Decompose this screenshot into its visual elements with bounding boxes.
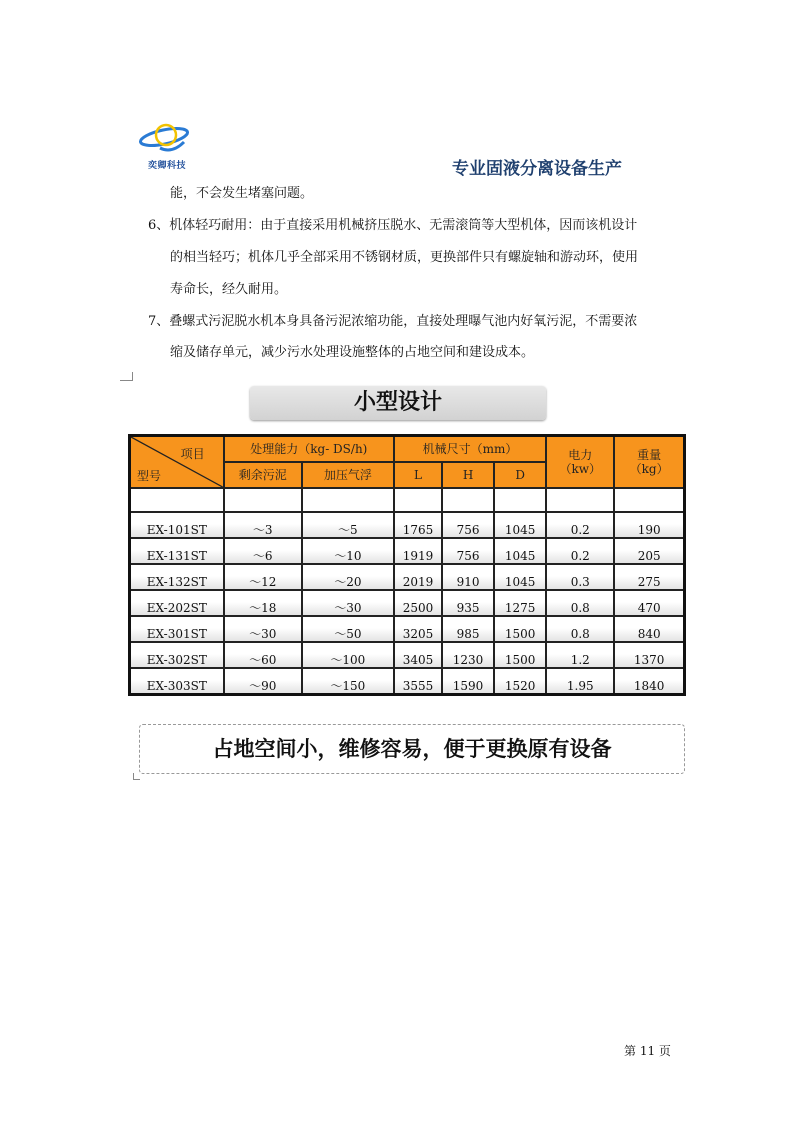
header-size: 机械尺寸（mm）: [394, 436, 546, 463]
table-cell: ～50: [302, 616, 394, 642]
table-cell: 1045: [494, 512, 546, 538]
table-cell: ～10: [302, 538, 394, 564]
table-cell: 910: [442, 564, 494, 590]
empty-cell: [442, 488, 494, 512]
table-cell: EX-303ST: [130, 668, 224, 695]
table-header-row: [130, 436, 685, 463]
paragraph-line: 的相当轻巧；机体几乎全部采用不锈钢材质，更换部件只有螺旋轴和游动环，使用: [170, 250, 639, 265]
table-cell: 1275: [494, 590, 546, 616]
table-cell: 3405: [394, 642, 442, 668]
table-cell: 0.2: [546, 538, 614, 564]
corner-top-label: 项目: [180, 447, 205, 461]
table-row: [130, 616, 685, 642]
subheader-cell: 剩余污泥: [224, 462, 302, 488]
table-cell: 1840: [614, 668, 684, 695]
table-cell: 3555: [394, 668, 442, 695]
empty-cell: [494, 488, 546, 512]
empty-cell: [224, 488, 302, 512]
table-cell: 275: [614, 564, 684, 590]
paragraph-line: 缩及储存单元，减少污水处理设施整体的占地空间和建设成本。: [170, 345, 535, 360]
margin-corner-mark: [120, 372, 133, 381]
table-row: [130, 564, 685, 590]
table-cell: 756: [442, 538, 494, 564]
table-cell: 0.2: [546, 512, 614, 538]
empty-cell: [546, 488, 614, 512]
table-cell: ～150: [302, 668, 394, 695]
table-cell: EX-302ST: [130, 642, 224, 668]
paragraph-line: 7、叠螺式污泥脱水机本身具备污泥浓缩功能，直接处理曝气池内好氧污泥，不需要浓: [148, 314, 638, 329]
logo-globe-icon: [138, 120, 194, 160]
corner-cell: [130, 436, 224, 489]
table-spacer-row: [130, 488, 685, 512]
table-cell: 1.95: [546, 668, 614, 695]
paragraph-line: 6、机体轻巧耐用：由于直接采用机械挤压脱水、无需滚筒等大型机体，因而该机设计: [148, 218, 638, 233]
table-cell: 935: [442, 590, 494, 616]
table-cell: ～3: [224, 512, 302, 538]
section-title: 小型设计: [250, 386, 546, 420]
header-tagline: 专业固液分离设备生产: [452, 159, 622, 179]
header-capacity: 处理能力（kg- DS/h): [224, 436, 394, 463]
table-cell: 1370: [614, 642, 684, 668]
table-cell: 1045: [494, 564, 546, 590]
table-row: [130, 642, 685, 668]
empty-cell: [614, 488, 684, 512]
paragraph-line: 寿命长，经久耐用。: [170, 282, 288, 297]
logo-text: 奕卿科技: [147, 161, 186, 171]
table-cell: 190: [614, 512, 684, 538]
table-cell: EX-202ST: [130, 590, 224, 616]
table-cell: 2500: [394, 590, 442, 616]
table-cell: 2019: [394, 564, 442, 590]
table-row: [130, 512, 685, 538]
table-cell: ～18: [224, 590, 302, 616]
table-cell: ～6: [224, 538, 302, 564]
table-cell: 756: [442, 512, 494, 538]
table-row: [130, 668, 685, 695]
table-cell: 0.8: [546, 590, 614, 616]
table-row: [130, 538, 685, 564]
margin-corner-mark: [133, 773, 140, 780]
table-cell: ～60: [224, 642, 302, 668]
table-cell: ～90: [224, 668, 302, 695]
table-cell: 1765: [394, 512, 442, 538]
table-cell: 0.3: [546, 564, 614, 590]
empty-cell: [302, 488, 394, 512]
table-cell: ～20: [302, 564, 394, 590]
table-cell: 470: [614, 590, 684, 616]
table-cell: 1500: [494, 642, 546, 668]
table-cell: EX-131ST: [130, 538, 224, 564]
table-cell: 0.8: [546, 616, 614, 642]
table-cell: 1230: [442, 642, 494, 668]
company-logo: [138, 120, 194, 172]
subheader-cell: L: [394, 462, 442, 488]
table-cell: ～30: [224, 616, 302, 642]
table-cell: EX-132ST: [130, 564, 224, 590]
table-cell: 1919: [394, 538, 442, 564]
table-cell: 1590: [442, 668, 494, 695]
empty-cell: [394, 488, 442, 512]
table-row: [130, 590, 685, 616]
table-cell: 985: [442, 616, 494, 642]
spec-table: [128, 434, 686, 696]
table-cell: ～100: [302, 642, 394, 668]
table-cell: 840: [614, 616, 684, 642]
corner-bottom-label: 型号: [137, 469, 162, 483]
table-cell: 205: [614, 538, 684, 564]
table-cell: 1500: [494, 616, 546, 642]
table-cell: ～5: [302, 512, 394, 538]
table-cell: EX-101ST: [130, 512, 224, 538]
table-cell: EX-301ST: [130, 616, 224, 642]
subheader-cell: 加压气浮: [302, 462, 394, 488]
subheader-cell: H: [442, 462, 494, 488]
table-cell: 3205: [394, 616, 442, 642]
table-cell: 1520: [494, 668, 546, 695]
header-power: 电力 （kw）: [546, 436, 614, 489]
header-weight: 重量 （kg）: [614, 436, 684, 489]
page-number: 第 11 页: [624, 1044, 671, 1058]
table-cell: ～30: [302, 590, 394, 616]
empty-cell: [130, 488, 224, 512]
table-cell: 1.2: [546, 642, 614, 668]
table-cell: ～12: [224, 564, 302, 590]
table-cell: 1045: [494, 538, 546, 564]
feature-note: 占地空间小，维修容易，便于更换原有设备: [139, 724, 685, 774]
subheader-cell: D: [494, 462, 546, 488]
paragraph-line: 能，不会发生堵塞问题。: [170, 186, 314, 201]
